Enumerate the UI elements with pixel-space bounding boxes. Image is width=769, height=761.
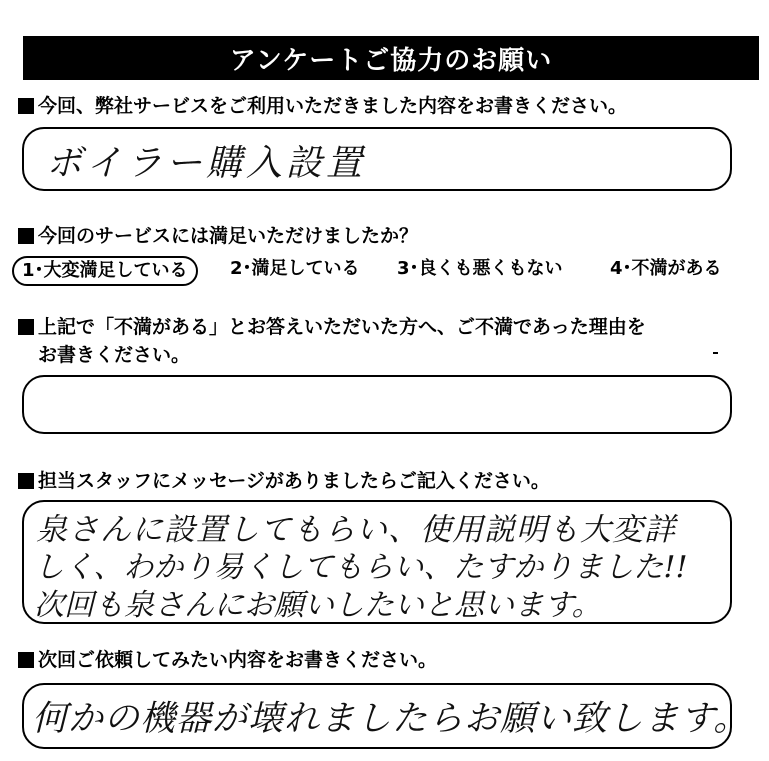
stray-mark xyxy=(713,352,718,354)
survey-title: アンケートご協力のお願い xyxy=(23,36,759,80)
question-4-label: 担当スタッフにメッセージがありましたらご記入ください。 xyxy=(38,470,550,492)
answer-4-line-1: 泉さんに設置してもらい、使用説明も大変詳 xyxy=(36,512,676,548)
satisfaction-options xyxy=(12,256,752,286)
square-bullet-icon xyxy=(18,228,34,244)
question-3-label: 上記で「不満がある」とお答えいただいた方へ、ご不満であった理由を お書きください。 xyxy=(38,316,646,366)
answer-1-handwriting: ボイラー購入設置 xyxy=(46,143,367,184)
square-bullet-icon xyxy=(18,652,34,668)
answer-box-5[interactable] xyxy=(22,683,750,749)
question-2-label: 今回のサービスには満足いただけましたか？ xyxy=(38,225,419,247)
square-bullet-icon xyxy=(18,98,34,114)
question-2 xyxy=(18,222,418,250)
question-1 xyxy=(18,92,627,120)
question-5-label: 次回ご依頼してみたい内容をお書きください。 xyxy=(38,649,438,671)
answer-box-1[interactable] xyxy=(22,127,732,191)
answer-box-4[interactable] xyxy=(22,500,732,624)
question-3 xyxy=(18,313,646,369)
option-neutral[interactable]: 3･良くも悪くもない xyxy=(397,258,563,279)
option-very-satisfied[interactable]: 1･大変満足している xyxy=(12,256,198,286)
answer-box-3[interactable] xyxy=(22,375,732,434)
option-satisfied[interactable]: 2･満足している xyxy=(230,258,360,279)
answer-4-line-2: しく、わかり易くしてもらい、たすかりました!! xyxy=(34,550,688,585)
question-1-label: 今回、弊社サービスをご利用いただきました内容をお書きください。 xyxy=(38,95,628,117)
answer-4-line-3: 次回も泉さんにお願いしたいと思います。 xyxy=(34,588,602,623)
square-bullet-icon xyxy=(18,319,34,335)
answer-5-handwriting: 何かの機器が壊れましたらお願い致します。 xyxy=(32,699,750,739)
option-dissatisfied[interactable]: 4･不満がある xyxy=(610,258,722,279)
square-bullet-icon xyxy=(18,473,34,489)
question-4 xyxy=(18,467,550,495)
question-5 xyxy=(18,646,437,674)
